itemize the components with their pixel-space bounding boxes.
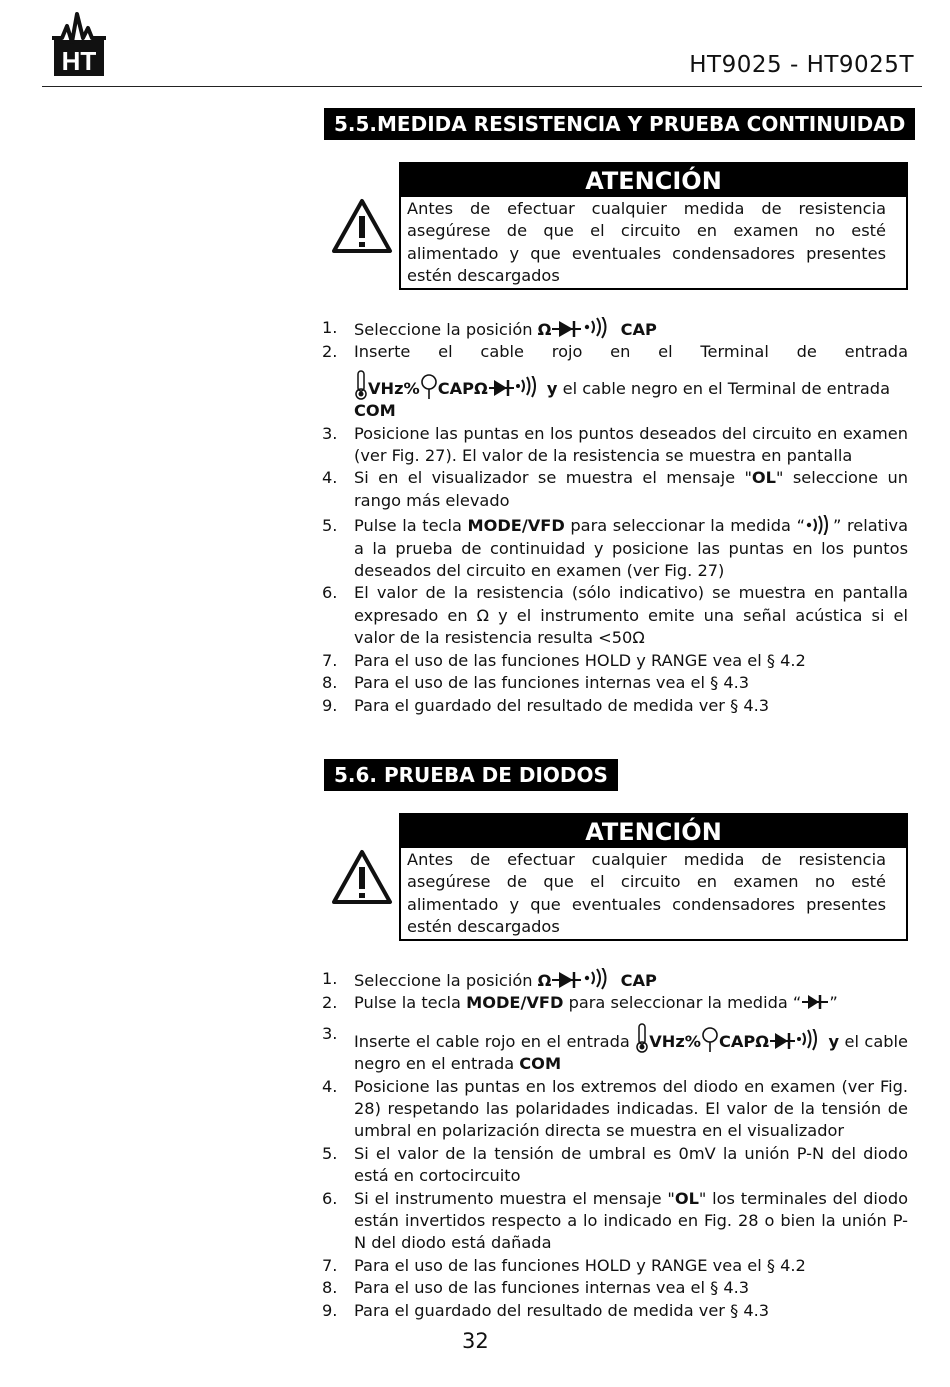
diode-continuity-icon <box>488 376 542 398</box>
continuity-icon <box>805 515 833 535</box>
warning-icon <box>331 849 393 905</box>
ht-logo <box>50 10 108 78</box>
lamp-icon <box>701 1027 719 1053</box>
attention-title: ATENCIÓN <box>401 164 906 197</box>
attention-text: Antes de efectuar cualquier medida de resistencia asegúrese de que el circuito en examen no esté alimentado y que eventuales condensadores presentes estén descargados <box>407 850 886 937</box>
diode-steps <box>322 968 908 1322</box>
attention-box <box>399 162 908 290</box>
list-item: 1. Seleccione la posición Ω CAP <box>322 318 657 339</box>
section-title-resistance: 5.5.MEDIDA RESISTENCIA Y PRUEBA CONTINUIDAD <box>324 108 915 140</box>
list-item: 2. Inserte el cable rojo en el Terminal de entrada VHz% CAPΩ y el cable negro en el Terminal de entrada COM <box>322 342 908 421</box>
list-item: 4. Si en el visualizador se muestra el mensaje "OL" seleccione un rango más elevado <box>322 468 909 510</box>
logo-text: HT <box>61 46 97 76</box>
attention-box <box>399 813 908 941</box>
resistance-steps <box>322 317 908 717</box>
list-item: 6. Si el instrumento muestra el mensaje "OL" los terminales del diodo están invertidos respecto a lo indicado en Fig. 28 o bien la unión P-N del diodo está dañada <box>322 1188 908 1253</box>
list-item: 8. Para el uso de las funciones internas vea el § 4.3 <box>322 673 750 693</box>
warning-icon <box>331 198 393 254</box>
thermometer-icon <box>635 1023 649 1053</box>
list-item: 6. El valor de la resistencia (sólo indicativo) se muestra en pantalla expresado en Ω y el instrumento emite una señal acústica si el valor de la resistencia resulta <50Ω <box>322 583 908 648</box>
list-item: 5. Pulse la tecla MODE/VFD para seleccionar la medida “ ” relativa a la prueba de continuidad y posicione las puntas en los puntos deseados del circuito en examen (ver Fig. 27) <box>322 516 908 581</box>
page-number: 32 <box>462 1329 489 1353</box>
header-divider <box>42 86 922 87</box>
ohm-symbol: Ω <box>537 320 552 339</box>
lamp-icon <box>420 374 438 400</box>
model-name: HT9025 - HT9025T <box>689 52 914 78</box>
diode-continuity-icon <box>551 317 615 339</box>
ohm-symbol: Ω <box>537 971 552 990</box>
list-item: 9. Para el guardado del resultado de medida ver § 4.3 <box>322 695 770 715</box>
diode-continuity-icon <box>769 1029 823 1051</box>
list-item: 7. Para el uso de las funciones HOLD y RANGE vea el § 4.2 <box>322 1255 806 1275</box>
list-item: 7. Para el uso de las funciones HOLD y RANGE vea el § 4.2 <box>322 650 806 670</box>
list-item: 9. Para el guardado del resultado de medida ver § 4.3 <box>322 1300 770 1320</box>
attention-text: Antes de efectuar cualquier medida de resistencia asegúrese de que el circuito en examen no esté alimentado y que eventuales condensadores presentes estén descargados <box>407 199 886 286</box>
thermometer-icon <box>354 370 368 400</box>
list-item: 4. Posicione las puntas en los extremos del diodo en examen (ver Fig. 28) respetando las polaridades indicadas. El valor de la tensión de umbral en polarización directa se muestra en el visualizador <box>322 1076 908 1141</box>
section-title-diodes: 5.6. PRUEBA DE DIODOS <box>324 759 618 791</box>
list-item: 3. Posicione las puntas en los puntos deseados del circuito en examen (ver Fig. 27). El valor de la resistencia se muestra en pantalla <box>322 423 908 466</box>
list-item: 2. Pulse la tecla MODE/VFD para seleccionar la medida “ ” <box>322 993 838 1013</box>
attention-title: ATENCIÓN <box>401 815 906 848</box>
diode-icon <box>801 992 829 1012</box>
list-item: 3. Inserte el cable rojo en el entrada VHz% CAPΩ y el cable negro en el entrada COM <box>322 1023 908 1074</box>
list-item: 1. Seleccione la posición Ω CAP <box>322 969 657 990</box>
list-item: 8. Para el uso de las funciones internas vea el § 4.3 <box>322 1278 750 1298</box>
diode-continuity-icon <box>551 968 615 990</box>
list-item: 5. Si el valor de la tensión de umbral es 0mV la unión P-N del diodo está en cortocircuito <box>322 1143 908 1186</box>
